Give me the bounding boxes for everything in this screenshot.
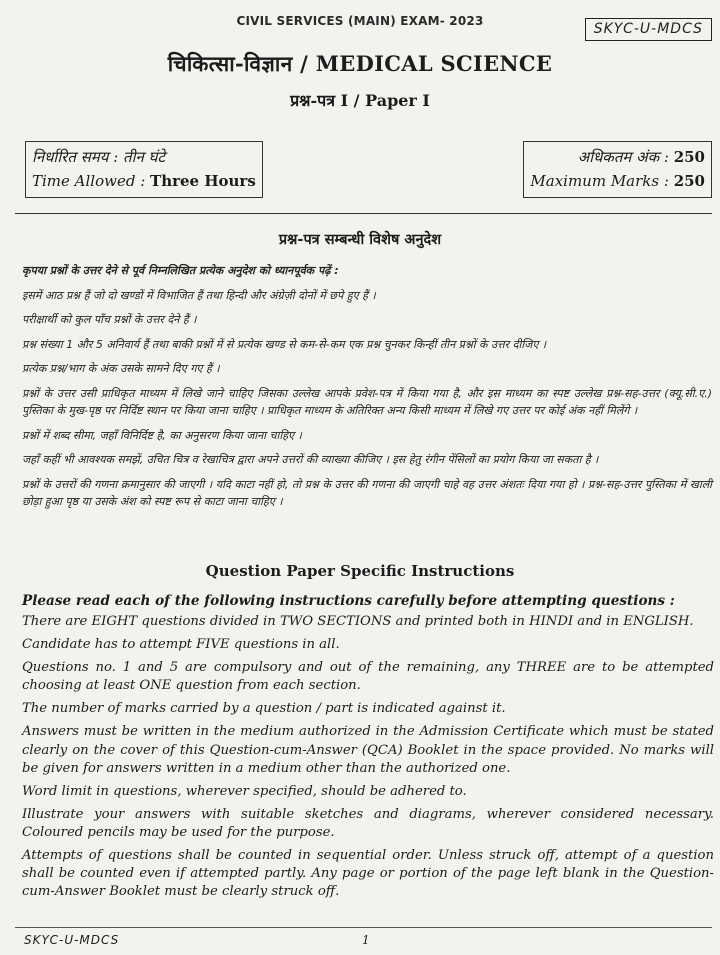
maximum-marks-english: Maximum Marks : 250 (530, 172, 705, 190)
hindi-instruction-item: प्रश्नों में शब्द सीमा, जहाँ विनिर्दिष्ट है, का अनुसरण किया जाना चाहिए । (22, 428, 302, 442)
time-allowed-box (25, 141, 263, 198)
english-instruction-item: Illustrate your answers with suitable sketches and diagrams, wherever considered necessary. Coloured pencils may be used for the purpose. (22, 806, 714, 841)
english-instruction-item: The number of marks carried by a question / part is indicated against it. (22, 701, 506, 717)
header-divider (15, 213, 712, 214)
page-number: 1 (362, 933, 370, 947)
hindi-instructions-lead: कृपया प्रश्नों के उत्तर देने से पूर्व निम्नलिखित प्रत्येक अनुदेश को ध्यानपूर्वक पढ़ें : (22, 264, 339, 277)
english-instructions-heading: Question Paper Specific Instructions (205, 562, 515, 580)
english-instruction-item: There are EIGHT questions divided in TWO SECTIONS and printed both in HINDI and in ENGLISH. (22, 614, 694, 630)
english-instruction-item: Candidate has to attempt FIVE questions in all. (22, 637, 340, 653)
time-allowed-hindi: निर्धारित समय : तीन घंटे (32, 148, 166, 166)
hindi-instruction-item: प्रश्न संख्या 1 और 5 अनिवार्य हैं तथा बाकी प्रश्नों में से प्रत्येक खण्ड से कम-से-कम एक प्रश्न चुनकर किन्हीं तीन प्रश्नों के उत्तर दीजिए । (22, 337, 547, 351)
english-instructions-lead: Please read each of the following instructions carefully before attempting questions : (22, 593, 675, 609)
hindi-instruction-item: परीक्षार्थी को कुल पाँच प्रश्नों के उत्तर देने हैं । (22, 313, 197, 326)
english-instructions (22, 592, 714, 906)
footer-paper-code: SKYC-U-MDCS (24, 933, 120, 947)
paper-code: SKYC-U-MDCS (585, 18, 712, 41)
hindi-instruction-item: जहाँ कहीं भी आवश्यक समझें, उचित चित्र व रेखाचित्र द्वारा अपने उत्तरों की व्याख्या कीजिए । इस हेतु रंगीन पेंसिलों का प्रयोग किया जा सकता है । (22, 453, 599, 466)
hindi-instruction-item: प्रश्नों के उत्तर उसी प्राधिकृत माध्यम में लिखे जाने चाहिए जिसका उल्लेख आपके प्रवेश-पत्र में किया गया है, और इस माध्यम का स्पष्ट उल्लेख प्रश्न-सह-उत्तर (क्यू.सी.ए.) पुस्तिका के मुख-पृष्ठ पर निर्दिष्ट स्थान पर किया जाना चाहिए । प्राधिकृत माध्यम के अतिरिक्त अन्य किसी माध्यम में लिखे गए उत्तर पर कोई अंक नहीं मिलेंगे । (22, 386, 712, 417)
hindi-instruction-item: इसमें आठ प्रश्न हैं जो दो खण्डों में विभाजित हैं तथा हिन्दी और अंग्रेज़ी दोनों में छपे हुए हैं । (22, 288, 376, 302)
footer-divider (15, 927, 712, 928)
english-instruction-item: Word limit in questions, wherever specified, should be adhered to. (22, 783, 467, 799)
english-instruction-item: Questions no. 1 and 5 are compulsory and out of the remaining, any THREE are to be attempted choosing at least ONE question from each section. (22, 660, 714, 694)
exam-name: CIVIL SERVICES (MAIN) EXAM- 2023 (236, 14, 484, 28)
maximum-marks-hindi: अधिकतम अंक : 250 (577, 148, 705, 166)
hindi-instruction-item: प्रत्येक प्रश्न/भाग के अंक उसके सामने दिए गए हैं । (22, 362, 220, 375)
maximum-marks-box (523, 141, 712, 198)
hindi-instruction-item: प्रश्नों के उत्तरों की गणना क्रमानुसार की जाएगी । यदि काटा नहीं हो, तो प्रश्न के उत्तर की गणना की जाएगी चाहे वह उत्तर अंशतः दिया गया हो । प्रश्न-सह-उत्तर पुस्तिका में खाली छोड़ा हुआ पृष्ठ या उसके अंश को स्पष्ट रूप से काटा जाना चाहिए । (22, 477, 712, 508)
hindi-instructions (22, 262, 712, 518)
time-allowed-english: Time Allowed : Three Hours (32, 172, 256, 190)
hindi-instructions-heading: प्रश्न-पत्र सम्बन्धी विशेष अनुदेश (278, 231, 442, 248)
paper-title: चिकित्सा-विज्ञान / MEDICAL SCIENCE (167, 51, 553, 76)
english-instruction-item: Answers must be written in the medium authorized in the Admission Certificate which must be stated clearly on the cover of this Question-cum-Answer (QCA) Booklet in the space provided. No marks will be given for answers written in a medium other than the authorized one. (22, 724, 714, 776)
english-instruction-item: Attempts of questions shall be counted in sequential order. Unless struck off, attempt of a question shall be counted even if attempted partly. Any page or portion of the page left blank in the Question-cum-Answer Booklet must be clearly struck off. (22, 848, 714, 900)
paper-number: प्रश्न-पत्र I / Paper I (290, 91, 430, 110)
